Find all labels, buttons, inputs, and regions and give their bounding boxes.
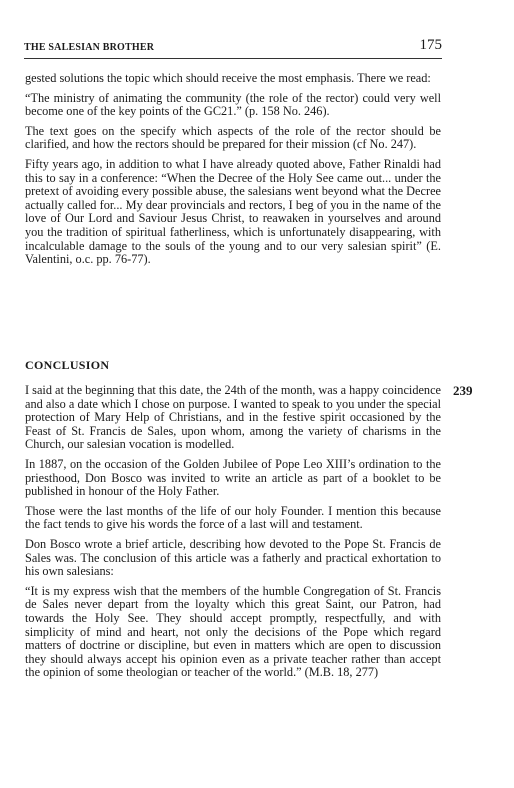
paragraph: gested solutions the topic which should receive the most emphasis. There we read: [25,71,431,85]
running-head: THE SALESIAN BROTHER [24,42,155,53]
paragraph: “The ministry of animating the community (the role of the rector) could very well become one of the key points of the GC21.” (p. 158 No. 246). [25,90,441,119]
page-number: 175 [419,37,442,53]
page-header [24,37,442,59]
body-text-conclusion [25,384,441,686]
body-text-top [25,72,441,273]
paragraph: Fifty years ago, in addition to what I have already quoted above, Father Rinaldi had this to say in a conference: “When the Decree of the Holy See came out... under the pretext of avoiding every possible abuse, the salesians went beyond what the Decree actually called for... My dear provincials and rectors, I beg of you in the name of the love of Our Lord and Saviour Jesus Christ, to reawaken in yourselves and around you the tradition of spiritual fatherliness, which is unfortunately disappearing, with incalculable damage to the souls of the young and to our very salesian spirit” (E. Valentini, o.c. pp. 76-77). [25,156,441,267]
section-heading: CONCLUSION [25,358,110,372]
paragraph: “It is my express wish that the members of the humble Congregation of St. Francis de Sales never depart from the loyalty which this great Saint, our Patron, had towards the Holy See. They should accept promptly, respectfully, and with simplicity of mind and heart, not only the decisions of the Pope which regard matters of doctrine or discipline, but even in matters which are open to discussion they should always accept his opinion even as a private teacher rather than accept the opinion of some theologian or teacher of the world.” (M.B. 18, 277) [25,583,441,680]
paragraph: I said at the beginning that this date, the 24th of the month, was a happy coincidence and also a date which I chose on purpose. I wanted to speak to you under the special protection of Mary Help of Christians, and in the festive spirit occasioned by the Feast of St. Francis de Sales, upon whom, among the variety of charisms in the Church, our salesian vocation is modelled. [25,383,441,452]
margin-paragraph-number: 239 [453,383,473,398]
paragraph: In 1887, on the occasion of the Golden Jubilee of Pope Leo XIII’s ordination to the priesthood, Don Bosco was invited to write an article as part of a booklet to be published in honour of the Holy Father. [25,456,441,499]
paragraph: The text goes on the specify which aspects of the role of the rector should be clarified, and how the rectors should be prepared for their mission (cf No. 247). [25,123,441,152]
paragraph: Those were the last months of the life of our holy Founder. I mention this because the fact tends to give his words the force of a last will and testament. [25,503,441,532]
paragraph: Don Bosco wrote a brief article, describing how devoted to the Pope St. Francis de Sales was. The conclusion of this article was a fatherly and practical exhortation to his own salesians: [25,536,441,579]
